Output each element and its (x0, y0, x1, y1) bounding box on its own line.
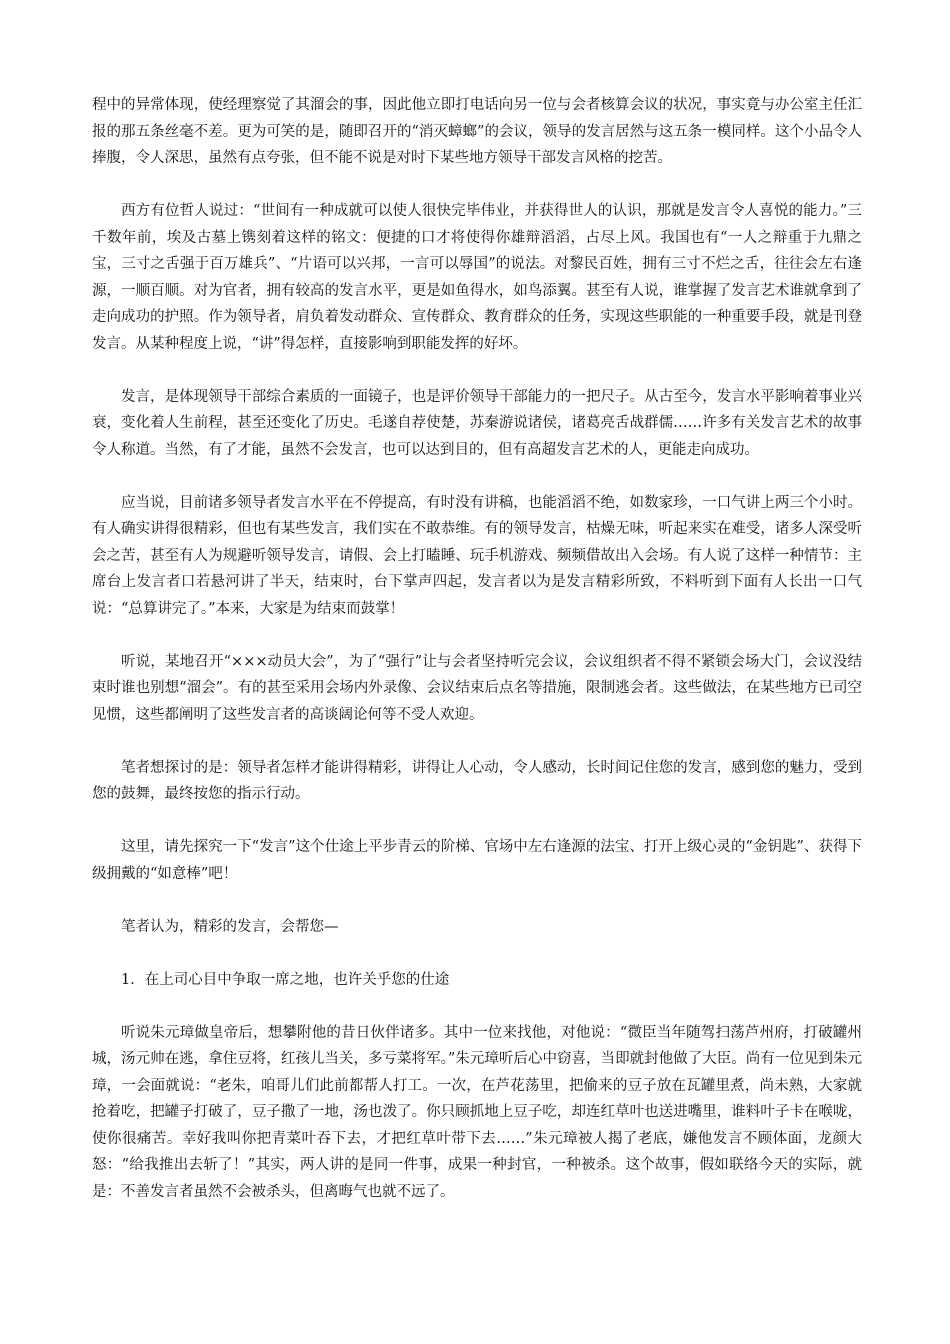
paragraph: 这里，请先探究一下“发言”这个仕途上平步青云的阶梯、官场中左右逢源的法宝、打开上级心灵的“金钥匙”、获得下级拥戴的“如意棒”吧！ (92, 839, 862, 882)
paragraph: 听说朱元璋做皇帝后，想攀附他的昔日伙伴诸多。其中一位来找他，对他说：“微臣当年随驾扫荡芦州府，打破罐州城，汤元帅在逃，拿住豆将，红孩儿当关，多亏菜将军。”朱元璋听后心中窃喜，当即就封他做了大臣。尚有一位见到朱元璋，一会面就说：“老朱，咱哥儿们此前都帮人打工。一次，在芦花荡里，把偷来的豆子放在瓦罐里煮，尚未熟，大家就抢着吃，把罐子打破了，豆子撒了一地，汤也泼了。你只顾抓地上豆子吃，却连红草叶也送进嘴里，谁料叶子卡在喉咙，使你很痛苦。幸好我叫你把青菜叶吞下去，才把红草叶带下去……”朱元璋被人揭了老底，嫌他发言不顾体面，龙颜大怒：“给我推出去斩了！”其实，两人讲的是同一件事，成果一种封官，一种被杀。这个故事，假如联络今天的实际，就是：不善发言者虽然不会被杀头，但离晦气也就不远了。 (92, 1024, 862, 1200)
paragraph: 笔者想探讨的是：领导者怎样才能讲得精彩，讲得让人心动，令人感动，长时间记住您的发言，感到您的魅力，受到您的鼓舞，最终按您的指示行动。 (92, 759, 862, 802)
paragraph: 听说，某地召开“×××动员大会”，为了“强行”让与会者坚持听完会议，会议组织者不得不紧锁会场大门，会议没结束时谁也别想“溜会”。有的甚至采用会场内外录像、会议结束后点名等措施，限制逃会者。这些做法，在某些地方已司空见惯，这些都阐明了这些发言者的高谈阔论何等不受人欢迎。 (92, 653, 862, 723)
paragraph: 西方有位哲人说过：“世间有一种成就可以使人很快完毕伟业，并获得世人的认识，那就是发言令人喜悦的能力。”三千数年前，埃及古墓上镌刻着这样的铭文：便捷的口才将使得你雄辩滔滔，占尽上风。我国也有“一人之辩重于九鼎之宝，三寸之舌强于百万雄兵”、“片语可以兴邦，一言可以辱国”的说法。对黎民百姓，拥有三寸不烂之舌，往往会左右逢源，一顺百顺。对为官者，拥有较高的发言水平，更是如鱼得水，如鸟添翼。甚至有人说，谁掌握了发言艺术谁就拿到了走向成功的护照。作为领导者，肩负着发动群众、宣传群众、教育群众的任务，实现这些职能的一种重要手段，就是刊登发言。从某种程度上说，“讲”得怎样，直接影响到职能发挥的好坏。 (92, 203, 862, 352)
paragraph: 应当说，目前诸多领导者发言水平在不停提高，有时没有讲稿，也能滔滔不绝，如数家珍，一口气讲上两三个小时。有人确实讲得很精彩，但也有某些发言，我们实在不敢恭维。有的领导发言，枯燥无味，听起来实在难受，诸多人深受听会之苦，甚至有人为规避听领导发言，请假、会上打瞌睡、玩手机游戏、频频借故出入会场。有人说了这样一种情节：主席台上发言者口若悬河讲了半天，结束时，台下掌声四起，发言者以为是发言精彩所致，不料听到下面有人长出一口气说：“总算讲完了。”本来，大家是为结束而鼓掌！ (92, 494, 862, 617)
document-body (92, 92, 862, 1232)
section-heading: 1．在上司心目中争取一席之地，也许关乎您的仕途 (121, 971, 450, 988)
paragraph: 笔者认为，精彩的发言，会帮您— (121, 918, 339, 935)
paragraph: 程中的异常体现，使经理察觉了其溜会的事，因此他立即打电话向另一位与会者核算会议的状况，事实竟与办公室主任汇报的那五条丝毫不差。更为可笑的是，随即召开的“消灭蟑螂”的会议，领导的发言居然与这五条一模同样。这个小品令人捧腹，令人深思，虽然有点夸张，但不能不说是对时下某些地方领导干部发言风格的挖苦。 (92, 97, 862, 166)
paragraph: 发言，是体现领导干部综合素质的一面镜子，也是评价领导干部能力的一把尺子。从古至今，发言水平影响着事业兴衰，变化着人生前程，甚至还变化了历史。毛遂自荐使楚，苏秦游说诸侯，诸葛亮舌战群儒……许多有关发言艺术的故事令人称道。当然，有了才能，虽然不会发言，也可以达到目的，但有高超发言艺术的人，更能走向成功。 (92, 388, 862, 458)
